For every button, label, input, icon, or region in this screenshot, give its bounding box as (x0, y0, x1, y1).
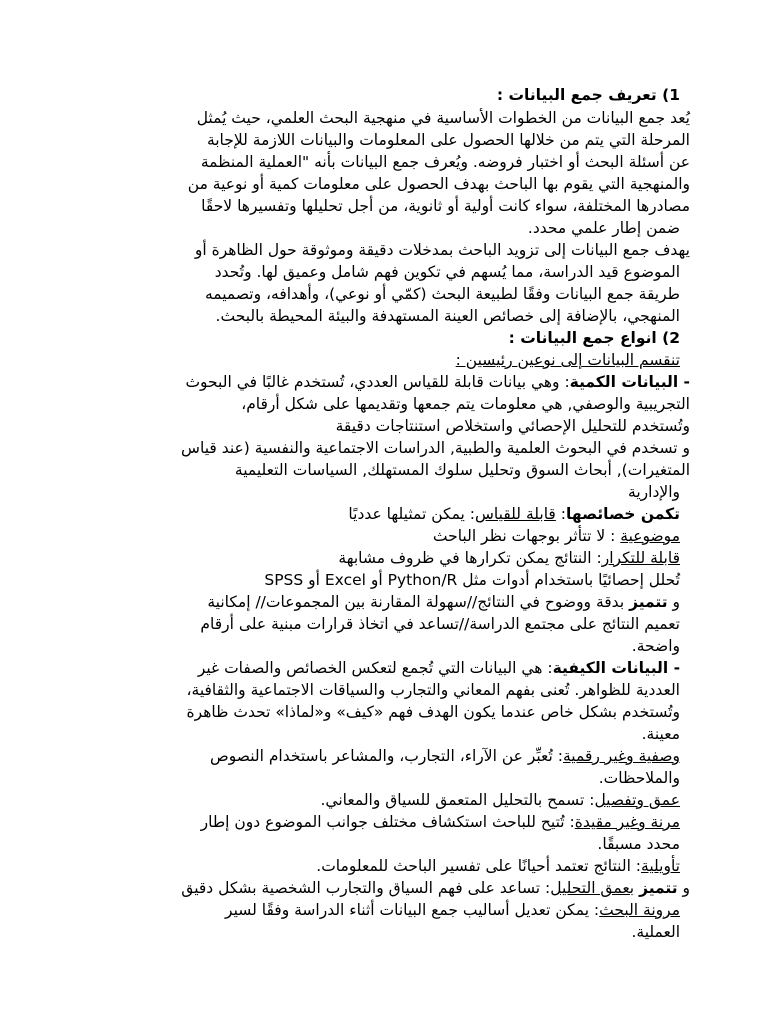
text-line: معينة. (641, 725, 680, 743)
text-line: و تسخدم في البحوث العلمية والطبية, الدراسات الاجتماعية والنفسية (عند قياس (181, 439, 690, 457)
text-line: وتُستخدم للتحليل الإحصائي واستخلاص استنتاجات دقيقة (335, 417, 690, 435)
text-line: وتُستخدم بشكل خاص عندما يكون الهدف فهم «كيف» و«لماذا» تحدث ظاهرة (186, 703, 680, 721)
term-objective: موضوعية (620, 527, 680, 545)
term-flexible: مرنة وغير مقيدة (574, 813, 680, 831)
term-qualitative: - البيانات الكيفية (552, 659, 680, 677)
text-line: مصادرها المختلفة، سواء كانت أولية أو ثانوية، من أجل تحليلها وتفسيرها لاحقًا (201, 197, 690, 215)
objective-line: موضوعية : لا تتأثر بوجهات نظر الباحث (432, 527, 680, 545)
quantitative-intro-line (90, 371, 690, 393)
descriptive-line: وصفية وغير رقمية: تُعبِّر عن الآراء، التجارب، والمشاعر باستخدام النصوص (210, 747, 680, 765)
term-characteristics: تكمن خصائصها (566, 505, 680, 523)
text-line: يهدف جمع البيانات إلى تزويد الباحث بمدخلات دقيقة وموثوقة حول الظاهرة أو (194, 241, 690, 259)
text-span: : وهي بيانات قابلة للقياس العددي، تُستخدم غالبًا في البحوث (185, 373, 570, 391)
text-line: والمنهجية التي يقوم بها الباحث بهدف الحصول على معلومات كمية أو نوعية من (187, 175, 690, 193)
subheading-text: تنقسم البيانات إلى نوعين رئيسين : (455, 351, 680, 369)
term-repeatable: قابلة للتكرار (601, 549, 680, 567)
flexible-line: مرنة وغير مقيدة: تُتيح للباحث استكشاف مختلف جوانب الموضوع دون إطار (200, 813, 680, 831)
text-line: تعميم النتائج على مجتمع الدراسة//تساعد في اتخاذ قرارات مبنية على أرقام (200, 615, 680, 633)
text-line: والملاحظات. (598, 769, 680, 787)
subheading-line (90, 349, 680, 371)
interpretive-line: تأويلية: النتائج تعتمد أحيانًا على تفسير الباحث للمعلومات. (316, 857, 680, 875)
text-line: العملية. (631, 923, 680, 941)
text-line: العددية للظواهر. تُعنى بفهم المعاني والتجارب والسياقات الاجتماعية والثقافية، (186, 681, 680, 699)
repeatable-line: قابلة للتكرار: النتائج يمكن تكرارها في ظروف مشابهة (338, 549, 680, 567)
research-flexibility-line: مرونة البحث: يمكن تعديل أساليب جمع البيانات أثناء الدراسة وفقًا لسير (225, 901, 680, 919)
text-line: يُعد جمع البيانات من الخطوات الأساسية في منهجية البحث العلمي، حيث يُمثل (196, 109, 690, 127)
text-line: والإدارية (628, 483, 680, 501)
term-descriptive: وصفية وغير رقمية (563, 747, 680, 765)
heading-definition (90, 84, 680, 106)
text-line: طريقة جمع البيانات وفقًا لطبيعة البحث (كمّي أو نوعي)، وأهدافه، وتصميمه (204, 285, 680, 303)
text-line: تُحلل إحصائيًا باستخدام أدوات مثل Python/R أو Excel أو SPSS (264, 571, 680, 589)
text-line: واضحة. (631, 637, 680, 655)
heading-text: 2) انواع جمع البيانات : (508, 329, 680, 347)
heading-types (90, 327, 680, 349)
characteristics-line: تكمن خصائصها: قابلة للقياس: يمكن تمثيلها عدديًا (348, 505, 680, 523)
text-line: عن أسئلة البحث أو اختبار فروضه. ويُعرف جمع البيانات بأنه "العملية المنظمة (200, 153, 690, 171)
term-research-flexibility: مرونة البحث (599, 901, 680, 919)
term-measurable: قابلة للقياس (475, 505, 556, 523)
text-line: محدد مسبقًا. (597, 835, 680, 853)
features-line: و تتميز بدقة ووضوح في النتائج//سهولة المقارنة بين المجموعات// إمكانية (207, 593, 680, 611)
text-line: ضمن إطار علمي محدد. (527, 219, 680, 237)
text-line: المرحلة التي يتم من خلالها الحصول على المعلومات والبيانات اللازمة للإجابة (206, 131, 690, 149)
text-line: المتغيرات), أبحاث السوق وتحليل سلوك المستهلك, السياسات التعليمية (234, 461, 690, 479)
term-features-2: تتميز (639, 879, 678, 897)
term-interpretive: تأويلية (641, 857, 680, 875)
text-line: التجريبية والوصفي, هي معلومات يتم جمعها وتقديمها على شكل أرقام، (241, 395, 690, 413)
analysis-depth-line: و تتميز بعمق التحليل: تساعد على فهم السياق والتجارب الشخصية بشكل دقيق (181, 879, 690, 897)
depth-line: عمق وتفصيل: تسمح بالتحليل المتعمق للسياق والمعاني. (320, 791, 680, 809)
text-line: الموضوع قيد الدراسة، مما يُسهم في تكوين فهم شامل وعميق لها. وتُحدد (214, 263, 680, 281)
heading-text: 1) تعريف جمع البيانات : (496, 86, 680, 104)
qualitative-intro-line: - البيانات الكيفية: هي البيانات التي تُجمع لتعكس الخصائص والصفات غير (197, 659, 680, 677)
text-line: المنهجي، بالإضافة إلى خصائص العينة المستهدفة والبيئة المحيطة بالبحث. (215, 307, 680, 325)
term-analysis-depth: بعمق التحليل (550, 879, 635, 897)
term-features: تتميز (629, 593, 668, 611)
term-quantitative: - البيانات الكمية (569, 373, 690, 391)
term-depth: عمق وتفصيل (594, 791, 680, 809)
